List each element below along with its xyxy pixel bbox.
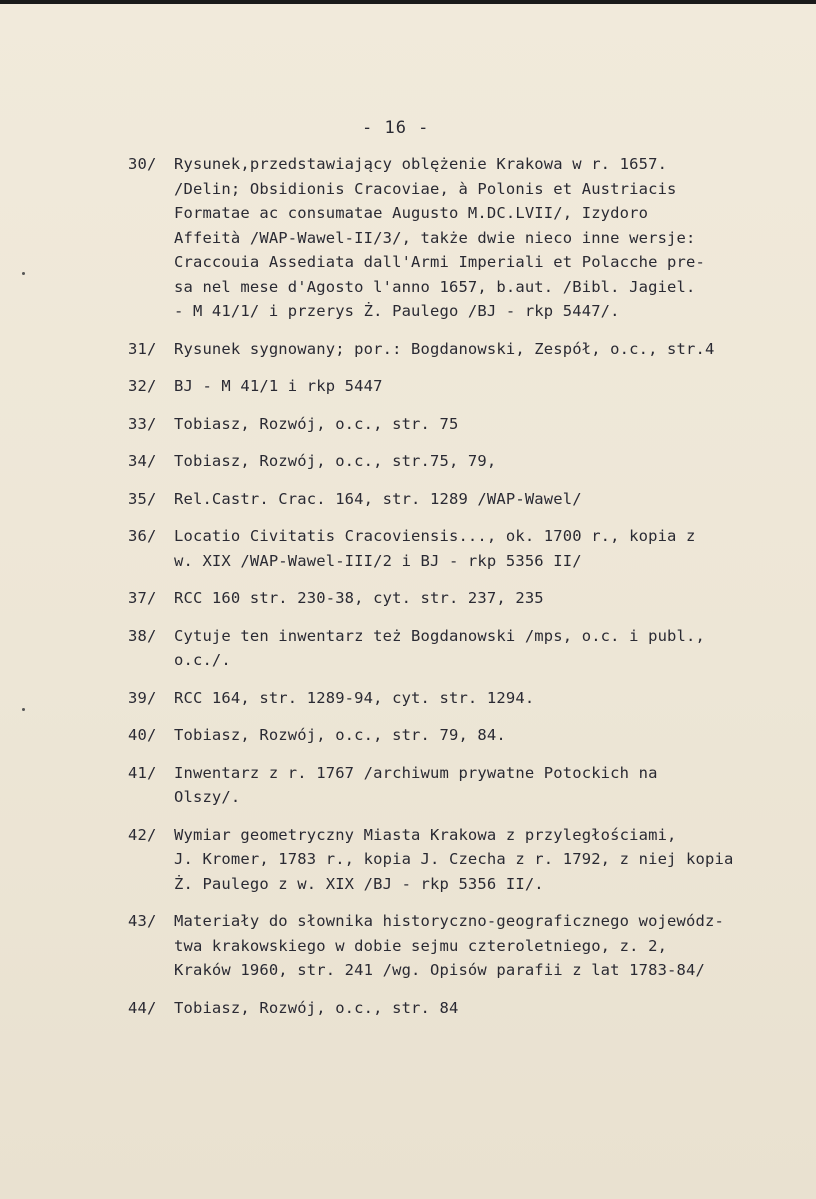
footnotes-list (128, 152, 788, 1033)
footnote (128, 723, 788, 748)
footnote (128, 996, 788, 1021)
footnote-number: 42/ (128, 825, 157, 844)
footnote-text-line: - M 41/1/ i przerys Ż. Paulego /BJ - rkp 5447/. (174, 302, 620, 320)
footnote-number: 32/ (128, 377, 157, 395)
footnote-number: 30/ (128, 155, 157, 173)
footnote (128, 152, 788, 324)
footnote-text-line: Locatio Civitatis Cracoviensis..., ok. 1700 r., kopia z (174, 527, 696, 545)
footnote-text-line: RCC 164, str. 1289-94, cyt. str. 1294. (174, 688, 535, 707)
footnote-text-line: w. XIX /WAP-Wawel-III/2 i BJ - rkp 5356 II/ (174, 551, 582, 570)
footnote (128, 761, 788, 810)
footnote (128, 686, 788, 711)
footnote-text-line: /Delin; Obsidionis Cracoviae, à Polonis et Austriacis (174, 179, 677, 198)
footnote (128, 823, 788, 897)
footnote-text-line: Rysunek sygnowany; por.: Bogdanowski, Zespół, o.c., str.4 (174, 339, 715, 358)
margin-mark (22, 272, 25, 275)
margin-mark (22, 708, 25, 711)
footnote-text-line: Craccouia Assediata dall'Armi Imperiali et Polacche pre- (174, 253, 705, 271)
footnote-text-line: Affeità /WAP-Wawel-II/3/, także dwie nieco inne wersje: (174, 228, 696, 247)
footnote-text-line: sa nel mese d'Agosto l'anno 1657, b.aut. /Bibl. Jagiel. (174, 277, 696, 296)
footnote-number: 40/ (128, 726, 157, 744)
footnote (128, 624, 788, 673)
footnote-text-line: Tobiasz, Rozwój, o.c., str. 75 (174, 414, 459, 433)
footnote (128, 449, 788, 474)
page-number: - 16 - (362, 118, 430, 138)
footnote-number: 36/ (128, 527, 157, 545)
footnote-text-line: twa krakowskiego w dobie sejmu czteroletniego, z. 2, (174, 936, 668, 955)
footnote-text-line: Tobiasz, Rozwój, o.c., str.75, 79, (174, 452, 497, 470)
footnote-text-line: Kraków 1960, str. 241 /wg. Opisów parafii z lat 1783-84/ (174, 961, 705, 979)
footnote-text-line: Rysunek,przedstawiający oblężenie Krakowa w r. 1657. (174, 155, 668, 173)
footnote (128, 524, 788, 573)
footnote-number: 44/ (128, 998, 157, 1017)
footnote-text-line: Ż. Paulego z w. XIX /BJ - rkp 5356 II/. (174, 874, 544, 893)
footnote-number: 43/ (128, 912, 157, 930)
footnote-text-line: Rel.Castr. Crac. 164, str. 1289 /WAP-Wawel/ (174, 489, 582, 508)
footnote (128, 374, 788, 399)
footnote (128, 412, 788, 437)
footnote-number: 31/ (128, 339, 157, 358)
footnote-text-line: BJ - M 41/1 i rkp 5447 (174, 377, 383, 395)
footnote-text-line: RCC 160 str. 230-38, cyt. str. 237, 235 (174, 589, 544, 607)
footnote-text-line: J. Kromer, 1783 r., kopia J. Czecha z r. 1792, z niej kopia (174, 850, 734, 868)
footnote-text-line: Olszy/. (174, 788, 241, 806)
footnote (128, 586, 788, 611)
footnote-text-line: Tobiasz, Rozwój, o.c., str. 84 (174, 998, 459, 1017)
footnote-text-line: Inwentarz z r. 1767 /archiwum prywatne Potockich na (174, 763, 658, 782)
footnote-text-line: Cytuje ten inwentarz też Bogdanowski /mps, o.c. i publ., (174, 626, 705, 645)
footnote (128, 487, 788, 512)
footnote-text-line: Materiały do słownika historyczno-geograficznego wojewódz- (174, 912, 724, 930)
footnote-number: 34/ (128, 452, 157, 470)
footnote-text-line: Tobiasz, Rozwój, o.c., str. 79, 84. (174, 726, 506, 744)
scan-edge (0, 0, 816, 4)
footnote-text-line: Formatae ac consumatae Augusto M.DC.LVII/, Izydoro (174, 204, 649, 222)
footnote-number: 41/ (128, 763, 157, 782)
footnote-text-line: o.c./. (174, 651, 231, 669)
footnote-number: 33/ (128, 414, 157, 433)
footnote (128, 909, 788, 983)
footnote-number: 35/ (128, 489, 157, 508)
footnote-number: 39/ (128, 688, 157, 707)
footnote (128, 337, 788, 362)
footnote-text-line: Wymiar geometryczny Miasta Krakowa z przyległościami, (174, 825, 677, 844)
footnote-number: 37/ (128, 589, 157, 607)
footnote-number: 38/ (128, 626, 157, 645)
